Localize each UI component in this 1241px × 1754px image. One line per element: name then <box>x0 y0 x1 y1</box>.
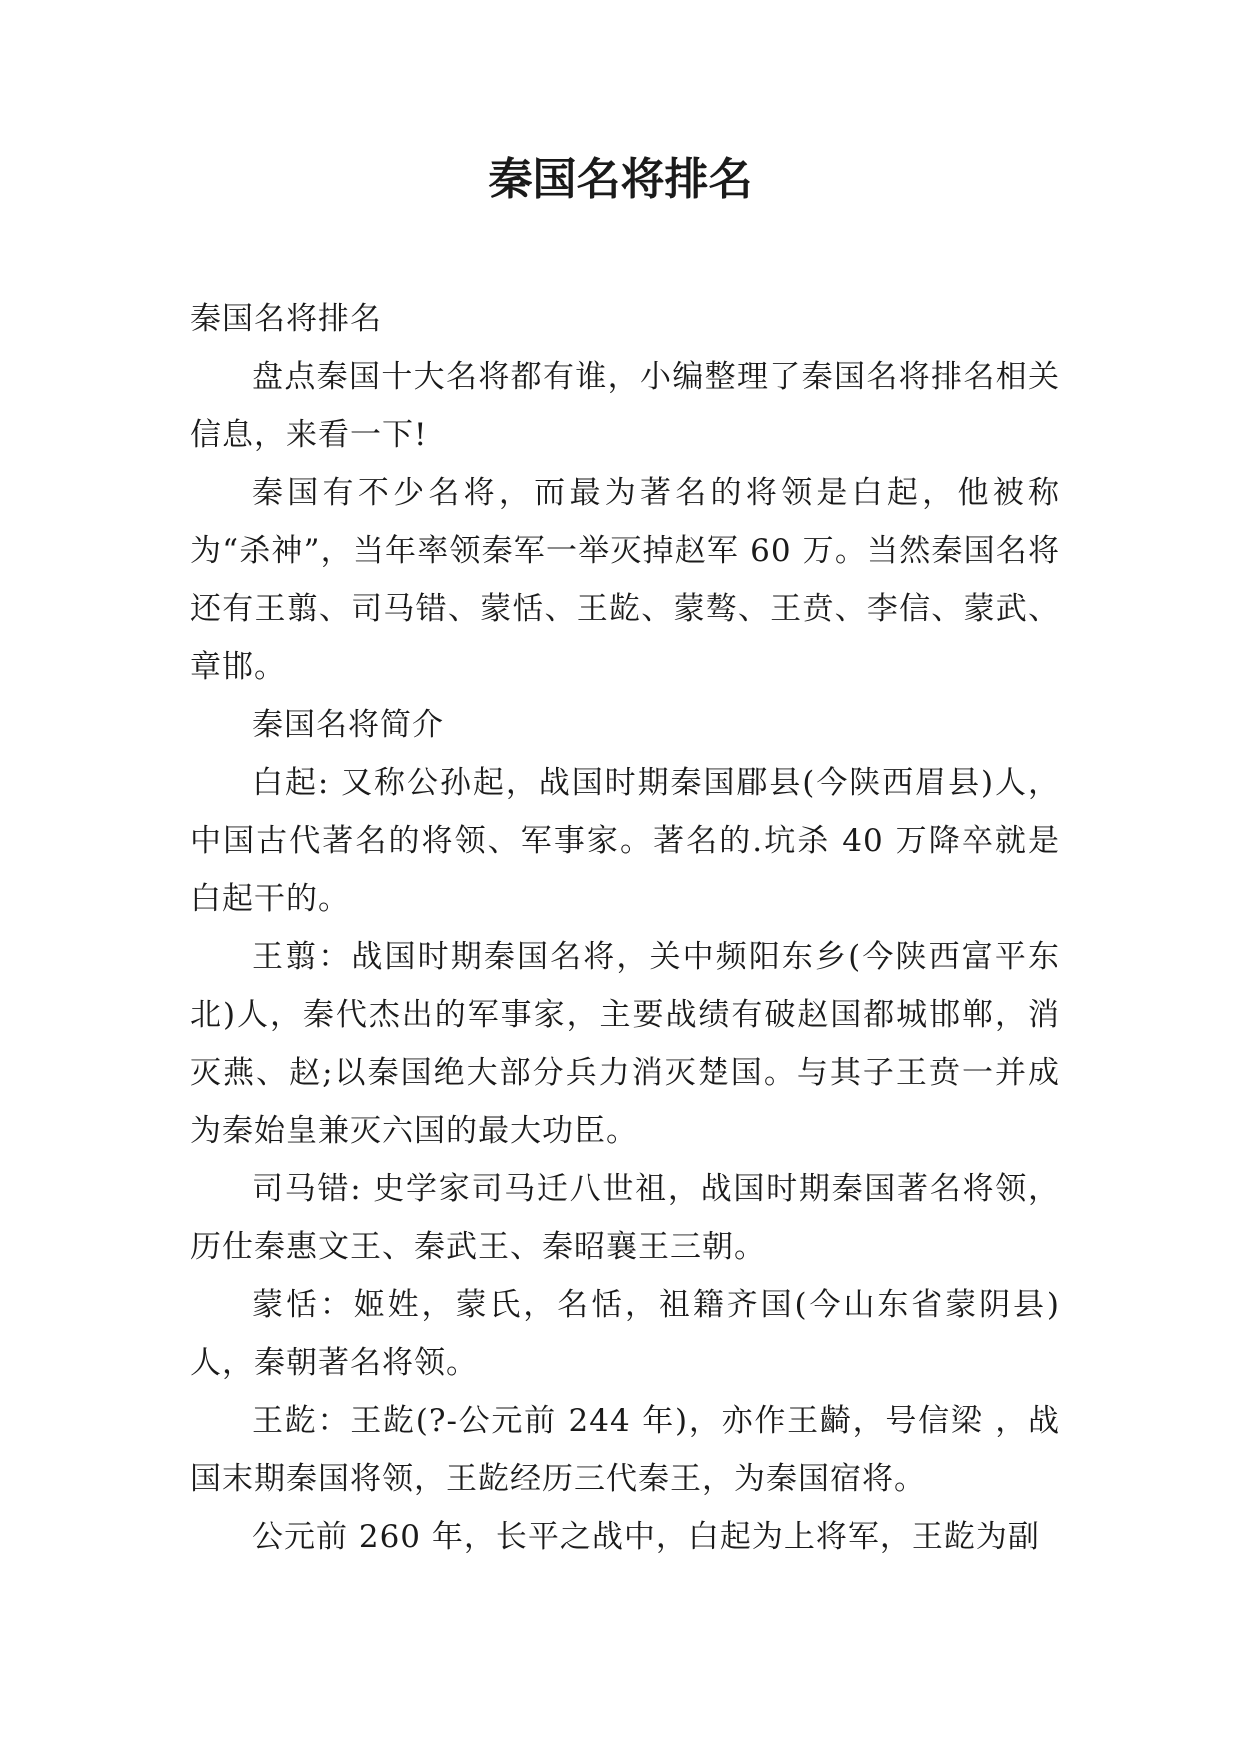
wang-he-paragraph: 王龁：王龁(?-公元前 244 年)，亦作王齮，号信梁 ，战国末期秦国将领，王龁经历三代秦王，为秦国宿将。 <box>190 1403 1060 1497</box>
page-title: 秦国名将排名 <box>488 154 753 205</box>
document-body <box>190 290 1060 1566</box>
wang-jian-paragraph: 王翦：战国时期秦国名将，关中频阳东乡(今陕西富平东北)人，秦代杰出的军事家，主要战绩有破赵国都城邯郸，消灭燕、赵;以秦国绝大部分兵力消灭楚国。与其子王贲一并成为秦始皇兼灭六国的最大功臣。 <box>190 939 1060 1149</box>
section-heading: 秦国名将简介 <box>252 707 444 743</box>
bai-qi-paragraph: 白起: 又称公孙起，战国时期秦国郿县(今陕西眉县)人，中国古代著名的将领、军事家。著名的.坑杀 40 万降卒就是白起干的。 <box>190 765 1060 917</box>
changping-paragraph: 公元前 260 年，长平之战中，白起为上将军，王龁为副 <box>252 1519 1040 1555</box>
intro-paragraph: 盘点秦国十大名将都有谁，小编整理了秦国名将排名相关信息，来看一下! <box>190 359 1060 453</box>
subtitle-paragraph: 秦国名将排名 <box>190 301 382 337</box>
overview-paragraph: 秦国有不少名将，而最为著名的将领是白起，他被称为“杀神”，当年率领秦军一举灭掉赵军 60 万。当然秦国名将还有王翦、司马错、蒙恬、王龁、蒙骜、王贲、李信、蒙武、章邯。 <box>190 475 1060 685</box>
meng-tian-paragraph: 蒙恬：姬姓，蒙氏，名恬，祖籍齐国(今山东省蒙阴县)人，秦朝著名将领。 <box>190 1287 1060 1381</box>
sima-cuo-paragraph: 司马错: 史学家司马迁八世祖，战国时期秦国著名将领，历仕秦惠文王、秦武王、秦昭襄王三朝。 <box>190 1171 1060 1265</box>
